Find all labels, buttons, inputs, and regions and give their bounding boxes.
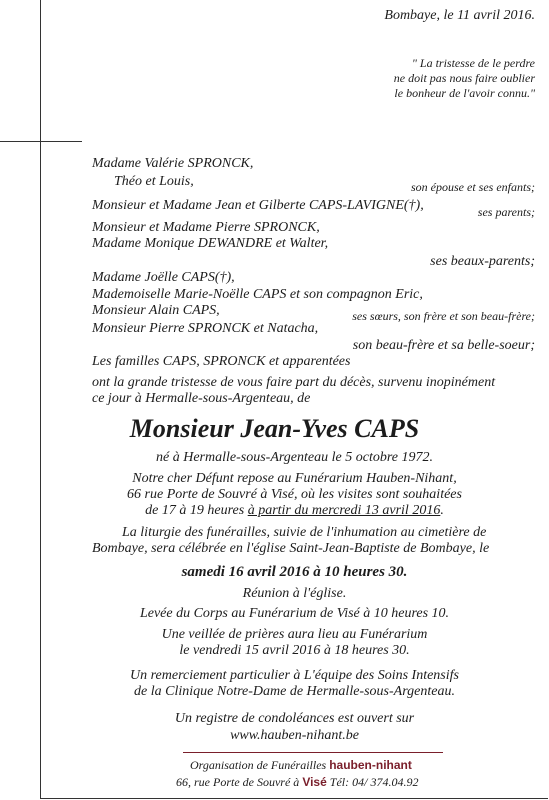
family-member: Théo et Louis, — [114, 174, 194, 189]
footer-organisation — [190, 758, 412, 772]
departure-line: Levée du Corps au Funérarium de Visé à 10 heures 10. — [139, 606, 450, 621]
family-role: ses parents; — [477, 205, 535, 219]
footer-address: 66, rue Porte de Souvré à — [176, 775, 300, 789]
announcement-line-1: ont la grande tristesse de vous faire part du décès, survenu inopinément — [92, 375, 496, 390]
vigil-line-2: le vendredi 15 avril 2016 à 18 heures 30. — [179, 643, 410, 658]
rest-period: . — [440, 503, 444, 518]
family-role: son beau-frère et sa belle-soeur; — [352, 338, 535, 353]
quote-line-3: le bonheur de l'avoir connu." — [394, 86, 535, 100]
footer-org-label: Organisation de Funérailles — [190, 758, 327, 772]
condolences-website[interactable]: www.hauben-nihant.be — [230, 728, 359, 743]
family-member: Madame Monique DEWANDRE et Walter, — [92, 236, 329, 251]
deceased-birth: né à Hermalle-sous-Argenteau le 5 octobre 1972. — [156, 450, 433, 465]
rest-line-3 — [40, 503, 549, 519]
date-line: Bombaye, le 11 avril 2016. — [384, 8, 535, 23]
rest-hours: de 17 à 19 heures — [145, 503, 248, 518]
family-member: Monsieur Pierre SPRONCK et Natacha, — [92, 321, 319, 336]
footer-city: Visé — [302, 775, 327, 789]
footer-tel: Tél: 04/ 374.04.92 — [329, 775, 419, 789]
quote-line-1: " La tristesse de le perdre — [411, 56, 535, 70]
family-member: Monsieur et Madame Jean et Gilberte CAPS-LAVIGNE(†), — [92, 198, 424, 213]
family-member: Monsieur Alain CAPS, — [92, 303, 220, 318]
rest-from-date: à partir du mercredi 13 avril 2016 — [247, 503, 441, 518]
family-member: Mademoiselle Marie-Noëlle CAPS et son compagnon Eric, — [92, 287, 423, 302]
footer-rule — [183, 752, 443, 753]
quote-line-2: ne doit pas nous faire oublier — [393, 71, 535, 85]
family-member: Monsieur et Madame Pierre SPRONCK, — [92, 220, 320, 235]
cross-symbol-vertical — [40, 118, 41, 178]
rest-line-2: 66 rue Porte de Souvré à Visé, où les visites sont souhaitées — [127, 487, 462, 502]
ceremony-date: samedi 16 avril 2016 à 10 heures 30. — [181, 564, 408, 580]
vigil-line-1: Une veillée de prières aura lieu au Funérarium — [161, 627, 428, 642]
liturgy-line-2: Bombaye, sera célébrée en l'église Saint-Jean-Baptiste de Bombaye, le — [92, 541, 490, 556]
rest-line-1: Notre cher Défunt repose au Funérarium Hauben-Nihant, — [132, 471, 457, 486]
cross-symbol-horizontal — [0, 141, 82, 142]
family-role: ses beaux-parents; — [430, 254, 535, 269]
footer-address-line — [176, 775, 418, 789]
family-member: Madame Joëlle CAPS(†), — [92, 270, 235, 285]
brand-logo: hauben-nihant — [329, 758, 412, 772]
meeting-line: Réunion à l'église. — [242, 586, 347, 601]
thanks-line-1: Un remerciement particulier à L'équipe des Soins Intensifs — [130, 668, 459, 683]
liturgy-line-1: La liturgie des funérailles, suivie de l'inhumation au cimetière de — [122, 525, 487, 540]
family-member: Les familles CAPS, SPRONCK et apparentées — [92, 354, 351, 369]
condolences-line: Un registre de condoléances est ouvert sur — [174, 711, 415, 726]
family-role: son épouse et ses enfants; — [411, 180, 535, 194]
family-member: Madame Valérie SPRONCK, — [92, 156, 254, 171]
deceased-name: Monsieur Jean-Yves CAPS — [129, 414, 420, 443]
announcement-line-2: ce jour à Hermalle-sous-Argenteau, de — [92, 391, 311, 406]
family-role: ses sœurs, son frère et son beau-frère; — [352, 309, 535, 323]
thanks-line-2: de la Clinique Notre-Dame de Hermalle-sous-Argenteau. — [134, 684, 455, 699]
